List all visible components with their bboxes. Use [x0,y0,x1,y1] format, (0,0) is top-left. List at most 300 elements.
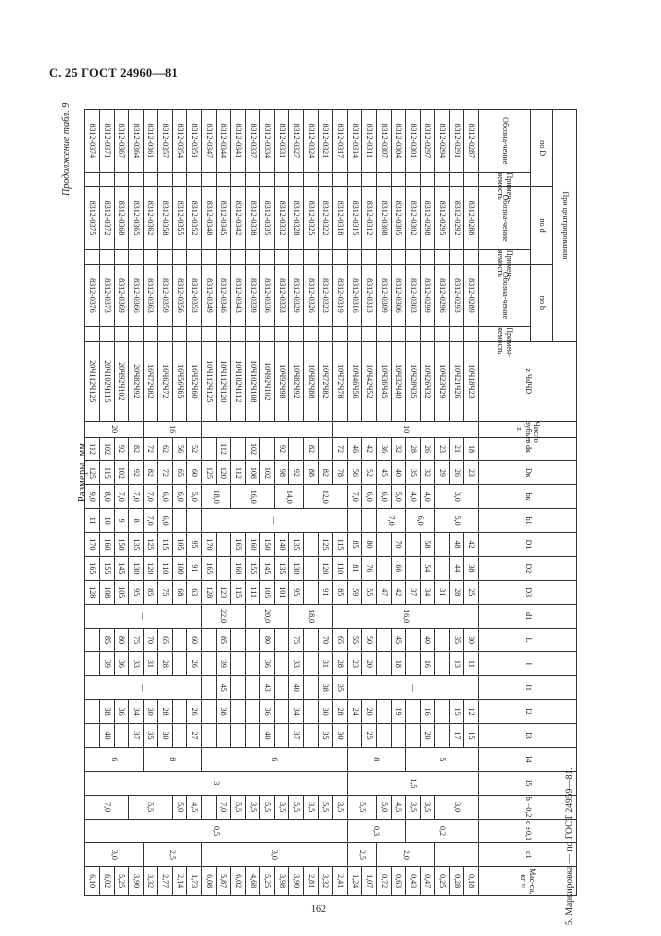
cell-uc [304,327,319,342]
cell-c: 8312-0326 [304,264,319,327]
cell-c: 0,5 [85,819,348,843]
cell-uc [158,327,173,342]
cell-l2 [202,700,217,724]
cell-D3: 59 [347,580,362,604]
cell-l: 31 [143,652,158,676]
cell-b: 8312-0295 [435,187,450,250]
cell-l3 [435,724,450,748]
cell-D2: 130 [129,556,144,580]
cell-a: 8312-0294 [435,110,450,173]
cell-L: 85 [99,628,114,652]
cell-Dk: 45 [376,461,391,485]
cell-bk: 12,0 [304,485,348,509]
cell-Dk: 35 [406,461,421,485]
cell-dk: 42 [362,437,377,461]
cell-l1: — [347,676,478,700]
cell-L [85,628,100,652]
cell-b: 8312-0372 [99,187,114,250]
cell-Dk: 26 [449,461,464,485]
cell-l1: — [85,676,202,700]
cell-h: 3,5 [304,795,319,819]
cell-c: 8312-0336 [260,264,275,327]
table-body [85,110,479,896]
cell-c1 [435,843,479,867]
cell-a: 8312-0371 [99,110,114,173]
cell-uc [216,327,231,342]
cell-b: 8312-0318 [333,187,348,250]
cell-l3: 40 [260,724,275,748]
cell-uc [274,327,289,342]
cell-m: 1,07 [362,867,377,896]
cell-m: 3,32 [318,867,333,896]
cell-dk: 72 [333,437,348,461]
cell-L: 70 [143,628,158,652]
cell-l2 [304,700,319,724]
cell-ub [274,249,289,264]
cell-bk: 7,0 [347,485,362,509]
cell-ua [158,172,173,187]
table-row [464,110,479,896]
cell-n: 20Ч92Ч102 [114,342,129,422]
cell-n: 10Ч112Ч120 [216,342,231,422]
cell-dk: 82 [129,437,144,461]
cell-b1: 10 [99,509,114,533]
cell-D1: 42 [464,533,479,557]
cell-Dk: 92 [129,461,144,485]
cell-l: 26 [187,652,202,676]
cell-D3: 75 [158,580,173,604]
cell-dk: 32 [391,437,406,461]
cell-ub [464,249,479,264]
cell-Dk: 60 [187,461,202,485]
col-oboz-b: Обозна-чение [479,264,531,327]
cell-m: 3,32 [143,867,158,896]
cell-uc [114,327,129,342]
cell-bk: 4,0 [420,485,435,509]
cell-m: 1,24 [347,867,362,896]
cell-h: 7,0 [216,795,231,819]
cell-ub [289,249,304,264]
cell-h: 5,5 [260,795,275,819]
cell-c: 8312-0363 [143,264,158,327]
page-number: 162 [311,904,326,915]
cell-c1: 2,5 [143,843,201,867]
cell-ua [362,172,377,187]
cell-l [435,652,450,676]
cell-a: 8312-0321 [318,110,333,173]
cell-ub [391,249,406,264]
cell-h: 3,5 [420,795,435,819]
cell-D3 [304,580,319,604]
col-oboz-d: Обозна-чение [479,187,531,250]
cell-b1: 6,0 [406,509,435,533]
cell-l2 [85,700,100,724]
cell-ub [406,249,421,264]
cell-l3 [347,724,362,748]
cell-l2: 19 [391,700,406,724]
cell-D3: 105 [114,580,129,604]
cell-l1 [231,676,246,700]
cell-a: 8312-0341 [231,110,246,173]
cell-l: 33 [129,652,144,676]
cell-l [231,652,246,676]
cell-ua [420,172,435,187]
cell-h: 7,0 [85,795,129,819]
cell-uc [289,327,304,342]
cell-m: 3,90 [129,867,144,896]
cell-L: 65 [333,628,348,652]
col-mass: Мас-са, кг ≈ [479,867,577,896]
cell-L: 45 [391,628,406,652]
cell-l: 31 [318,652,333,676]
col-dk: dк [479,437,577,461]
cell-l: 39 [216,652,231,676]
cell-ua [406,172,421,187]
cell-c: 8312-0333 [274,264,289,327]
cell-uc [143,327,158,342]
cell-a: 8312-0364 [129,110,144,173]
cell-n: 10Ч42Ч52 [362,342,377,422]
cell-z: 10 [333,421,479,437]
footnote: 5. Маркировка — по ГОСТ 24959—81. [565,767,575,925]
cell-D2: 66 [391,556,406,580]
cell-a: 8312-0331 [274,110,289,173]
cell-z [202,421,333,437]
cell-ua [464,172,479,187]
cell-l2: 34 [289,700,304,724]
cell-D2 [304,556,319,580]
cell-D1: 115 [333,533,348,557]
cell-L [172,628,187,652]
cell-uc [260,327,275,342]
cell-D1: 115 [158,533,173,557]
cell-D3: 68 [172,580,187,604]
cell-Dk: 82 [143,461,158,485]
cell-b: 8312-0368 [114,187,129,250]
col-c: c ±0,1 [479,819,577,843]
col-l3: l3 [479,724,577,748]
cell-ua [99,172,114,187]
cell-m: 3,98 [274,867,289,896]
cell-b: 8312-0288 [464,187,479,250]
cell-b: 8312-0302 [406,187,421,250]
cell-D1: 48 [449,533,464,557]
cell-n: 10Ч18Ч23 [464,342,479,422]
cell-dk: 102 [245,437,260,461]
cell-D2: 100 [172,556,187,580]
cell-D3: 95 [289,580,304,604]
cell-D3: 47 [376,580,391,604]
cell-n: 16Ч56Ч65 [172,342,187,422]
cell-D2: 91 [187,556,202,580]
cell-a: 8312-0327 [289,110,304,173]
cell-l3: 30 [158,724,173,748]
cell-D3: 25 [464,580,479,604]
cell-dk [202,437,217,461]
cell-bk: 6,0 [376,485,391,509]
cell-m: 2,41 [333,867,348,896]
cell-l3: 27 [187,724,202,748]
cell-l2: 36 [114,700,129,724]
cell-b1: 11 [85,509,100,533]
cell-uc [245,327,260,342]
cell-L: 60 [187,628,202,652]
cell-dk: 92 [114,437,129,461]
cell-b: 8312-0335 [260,187,275,250]
cell-bk: 3,0 [435,485,479,509]
cell-ua [376,172,391,187]
cell-L: 40 [420,628,435,652]
cell-l: 13 [449,652,464,676]
cell-uc [318,327,333,342]
cell-c: 8312-0306 [391,264,406,327]
cell-D2 [216,556,231,580]
cell-l4: 6 [202,747,348,771]
cell-ub [114,249,129,264]
cell-D3: 95 [129,580,144,604]
cell-l3 [231,724,246,748]
col-l1: l1 [479,676,577,700]
cell-l3: 37 [129,724,144,748]
cell-c: 8312-0313 [362,264,377,327]
cell-D1: 70 [391,533,406,557]
cell-b1: 9 [114,509,129,533]
cell-dk [260,437,275,461]
cell-D3: 85 [333,580,348,604]
cell-D2: 135 [274,556,289,580]
cell-D1: 160 [99,533,114,557]
cell-l2 [245,700,260,724]
cell-l: 33 [289,652,304,676]
cell-n: 10Ч32Ч40 [391,342,406,422]
cell-Dk: 40 [391,461,406,485]
cell-a: 8312-0351 [187,110,202,173]
cell-b: 8312-0298 [420,187,435,250]
cell-l5: 3 [85,771,348,795]
cell-D3: 42 [391,580,406,604]
cell-n: 20Ч112Ч125 [85,342,100,422]
cell-D3: 111 [245,580,260,604]
cell-c: 8312-0353 [187,264,202,327]
cell-L [304,628,319,652]
cell-b: 8312-0355 [172,187,187,250]
cell-D1 [376,533,391,557]
cell-m: 0,25 [435,867,450,896]
cell-D3: 55 [362,580,377,604]
cell-n: 10Ч21Ч26 [449,342,464,422]
cell-ua [202,172,217,187]
cell-c: 8312-0359 [158,264,173,327]
cell-n: 16Ч72Ч82 [143,342,158,422]
cell-D3: 101 [274,580,289,604]
cell-ub [260,249,275,264]
cell-bk: 4,0 [406,485,421,509]
cell-h: 5,5 [347,795,376,819]
cell-D2: 110 [158,556,173,580]
cell-l1: 35 [333,676,348,700]
cell-n: 10Ч102Ч112 [231,342,246,422]
cell-l [245,652,260,676]
cell-D3: 105 [260,580,275,604]
cell-ub [376,249,391,264]
cell-Dk: 72 [158,461,173,485]
cell-D3: 34 [420,580,435,604]
cell-l [85,652,100,676]
cell-l2: 38 [99,700,114,724]
cell-c: 8312-0339 [245,264,260,327]
col-d1: d1 [479,604,577,628]
cell-bk: 16,0 [231,485,275,509]
cell-ua [260,172,275,187]
cell-ub [347,249,362,264]
col-zdb: z ЧdЧD [479,342,577,422]
cell-L: 65 [158,628,173,652]
cell-ua [449,172,464,187]
cell-D2: 110 [333,556,348,580]
cell-c: 8312-0356 [172,264,187,327]
cell-Dk: 32 [420,461,435,485]
cell-l1 [274,676,289,700]
cell-n: 10Ч46Ч56 [347,342,362,422]
cell-D2: 81 [347,556,362,580]
cell-c1: 2,0 [376,843,434,867]
cell-L: 70 [318,628,333,652]
cell-n: 10Ч28Ч35 [406,342,421,422]
cell-a: 8312-0367 [114,110,129,173]
cell-ua [114,172,129,187]
cell-D1: 95 [187,533,202,557]
cell-L [376,628,391,652]
cell-l [274,652,289,676]
cell-dk: 82 [304,437,319,461]
cell-a: 8312-0291 [449,110,464,173]
cell-l1: 38 [318,676,333,700]
cell-m: 1,73 [187,867,202,896]
cell-D2: 76 [362,556,377,580]
cell-h: 5,5 [231,795,246,819]
cell-bk: 7,0 [114,485,129,509]
cell-l: 28 [333,652,348,676]
cell-Dk: 98 [274,461,289,485]
col-D3: D3 [479,580,577,604]
cell-m: 5,25 [260,867,275,896]
cell-l2 [376,700,391,724]
cell-dk: 56 [172,437,187,461]
cell-D1: 135 [289,533,304,557]
cell-ub [85,249,100,264]
cell-D2: 165 [202,556,217,580]
cell-l2: 20 [362,700,377,724]
cell-z: 16 [143,421,201,437]
cell-l3 [391,724,406,748]
cell-Dk: 125 [202,461,217,485]
cell-d1: 22,0 [202,604,246,628]
cell-D2 [435,556,450,580]
cell-l: 39 [99,652,114,676]
col-group-pb: по b [531,264,553,341]
cell-D2: 130 [289,556,304,580]
cell-ua [245,172,260,187]
cell-l: 28 [158,652,173,676]
cell-ub [129,249,144,264]
cell-dk: 18 [464,437,479,461]
cell-l: 20 [362,652,377,676]
cell-D2: 54 [420,556,435,580]
cell-l3 [376,724,391,748]
cell-dk: 62 [158,437,173,461]
cell-L: 75 [289,628,304,652]
col-group-pd: по d [531,187,553,264]
cell-b: 8312-0292 [449,187,464,250]
cell-n: 16Ч62Ч72 [158,342,173,422]
cell-m: 0,18 [464,867,479,896]
cell-bk: 6,0 [158,485,173,509]
cell-b: 8312-0328 [289,187,304,250]
cell-n: 10Ч36Ч45 [376,342,391,422]
cell-ub [304,249,319,264]
cell-c: 8312-0376 [85,264,100,327]
cell-b: 8312-0315 [347,187,362,250]
cell-h [202,795,217,819]
cell-l [406,652,421,676]
cell-D2: 38 [464,556,479,580]
cell-ub [333,249,348,264]
spec-table [84,109,577,896]
cell-d1: 18,0 [289,604,333,628]
cell-bk: 7,0 [143,485,158,509]
cell-L [274,628,289,652]
cell-l2 [406,700,421,724]
cell-dk: 112 [216,437,231,461]
col-bk: bк [479,485,577,509]
cell-ub [143,249,158,264]
cell-l3 [406,724,421,748]
cell-D1: 160 [245,533,260,557]
cell-dk: 52 [187,437,202,461]
cell-Dk: 108 [245,461,260,485]
cell-n: 10Ч23Ч29 [435,342,450,422]
cell-b: 8312-0325 [304,187,319,250]
cell-Dk: 52 [362,461,377,485]
cell-n: 10Ч82Ч88 [304,342,319,422]
cell-a: 8312-0324 [304,110,319,173]
cell-l: 23 [347,652,362,676]
cell-bk: 5,0 [391,485,406,509]
cell-m: 6,08 [202,867,217,896]
cell-uc [99,327,114,342]
cell-Dk: 29 [435,461,450,485]
cell-l2 [274,700,289,724]
cell-L: 85 [216,628,231,652]
cell-D1: 135 [129,533,144,557]
cell-l3 [202,724,217,748]
cell-ua [216,172,231,187]
cell-l1: 40 [289,676,304,700]
cell-n: 10Ч102Ч108 [245,342,260,422]
cell-a: 8312-0334 [260,110,275,173]
cell-l3 [114,724,129,748]
cell-l1 [202,676,217,700]
cell-uc [85,327,100,342]
cell-D1: 125 [318,533,333,557]
cell-h: 3,5 [274,795,289,819]
cell-a: 8312-0311 [362,110,377,173]
cell-h: 5,5 [289,795,304,819]
cell-uc [172,327,187,342]
cell-dk: 36 [376,437,391,461]
cell-l4: 8 [347,747,405,771]
cell-a: 8312-0354 [172,110,187,173]
